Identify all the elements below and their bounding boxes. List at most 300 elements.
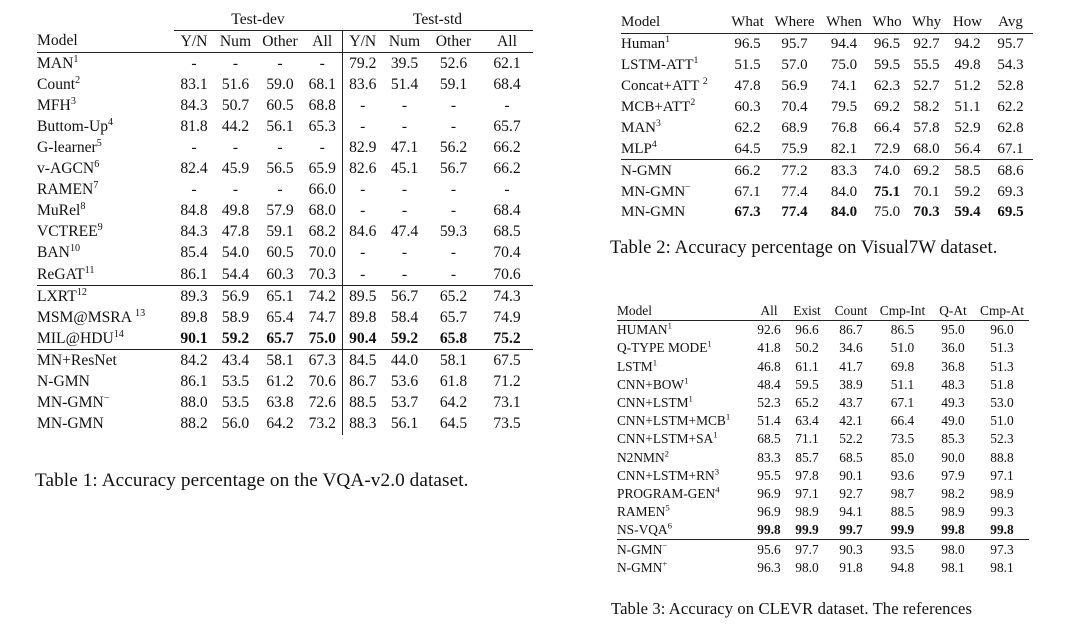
table-row	[617, 449, 1029, 467]
table-cell: 64.2	[266, 415, 294, 433]
table-cell: 68.6	[997, 162, 1024, 179]
table-cell: 53.5	[221, 373, 250, 391]
table-row	[37, 243, 533, 264]
table-cell: 72.6	[308, 394, 336, 412]
table-cell: 51.2	[954, 78, 981, 95]
table-row	[621, 55, 1033, 76]
table-row	[37, 137, 533, 158]
table-cell: 51.0	[990, 413, 1014, 429]
table-cell: 52.3	[990, 431, 1014, 447]
table-cell: 56.7	[439, 160, 468, 178]
table-cell: 43.7	[839, 395, 863, 411]
reference-superscript: 14	[113, 328, 124, 340]
table-row	[617, 412, 1029, 430]
table-2-header-row	[621, 12, 1033, 33]
table-cell: 34.6	[839, 340, 863, 356]
model-name	[617, 376, 752, 394]
table-cell: 90.4	[342, 328, 383, 350]
table-cell: 85.7	[795, 449, 819, 465]
table-cell: 52.7	[913, 78, 940, 95]
table-cell: 58.9	[221, 308, 250, 326]
model-label: Count	[37, 75, 76, 93]
column-header: Count	[834, 303, 868, 319]
model-label: Human	[621, 36, 666, 53]
table-cell: 98.9	[941, 504, 965, 520]
table-cell: 36.0	[941, 340, 965, 356]
table-cell: 95.0	[941, 322, 965, 338]
table-row	[37, 307, 533, 328]
table-row	[617, 430, 1029, 448]
table-cell: 60.5	[266, 244, 294, 262]
model-label: MN-GMN	[37, 394, 104, 412]
table-cell: -	[504, 181, 510, 199]
model-name	[37, 53, 174, 75]
model-label: MLP	[621, 140, 652, 157]
model-name	[37, 414, 174, 435]
model-label: MAN	[621, 119, 657, 136]
reference-superscript: 11	[84, 264, 95, 276]
table-cell: 84.3	[180, 96, 208, 114]
table-cell: 65.7	[493, 117, 521, 135]
reference-superscript: −	[685, 181, 691, 193]
column-header: How	[952, 14, 983, 31]
table-row	[37, 95, 533, 116]
model-name	[617, 485, 752, 503]
table-row	[617, 467, 1029, 485]
table-cell: 98.2	[941, 485, 965, 501]
table-cell: 84.0	[830, 183, 858, 200]
table-cell: 52.2	[839, 431, 863, 447]
table-cell: 79.2	[342, 53, 383, 75]
table-cell: 65.1	[266, 287, 294, 305]
table-row	[617, 485, 1029, 503]
model-label: G-learner	[37, 139, 97, 157]
table-row	[621, 181, 1033, 202]
table-cell: 75.1	[873, 183, 901, 200]
table-cell: 44.0	[390, 351, 419, 369]
table-cell: 96.5	[873, 36, 901, 53]
table-cell: 97.9	[941, 467, 965, 483]
table-row	[37, 328, 533, 350]
table-cell: 74.1	[830, 78, 858, 95]
model-label: v-AGCN	[37, 160, 95, 178]
model-label: MN+ResNet	[37, 351, 117, 369]
reference-superscript: 4	[651, 138, 657, 150]
table-cell: 96.6	[795, 322, 819, 338]
table-cell: -	[277, 54, 283, 72]
table-cell: 97.7	[795, 541, 819, 557]
table-1-group-header-row	[37, 9, 533, 31]
table-cell: 90.0	[941, 449, 965, 465]
model-name	[621, 76, 726, 97]
table-cell: 47.8	[221, 223, 250, 241]
table-cell: 86.1	[180, 373, 208, 391]
table-cell: 51.5	[734, 57, 761, 74]
model-label: MFH	[37, 96, 71, 114]
table-cell: 56.9	[221, 287, 250, 305]
table-cell: -	[232, 139, 239, 157]
model-label: BAN	[37, 244, 70, 262]
table-row	[621, 138, 1033, 159]
reference-superscript: −	[662, 540, 668, 551]
table-cell: 98.1	[990, 559, 1014, 575]
table-cell: 65.2	[795, 395, 819, 411]
table-cell: 68.5	[757, 431, 781, 447]
table-cell: 89.3	[180, 287, 208, 305]
column-header: Y/N	[342, 31, 383, 53]
table-cell: -	[401, 202, 408, 220]
table-cell: 73.5	[493, 415, 521, 433]
table-cell: 64.2	[439, 394, 468, 412]
table-cell: 66.4	[873, 119, 901, 136]
table-cell: 68.2	[308, 223, 336, 241]
reference-superscript: 3	[70, 95, 76, 107]
table-cell: 90.1	[839, 467, 863, 483]
table-cell: 96.3	[757, 559, 781, 575]
table-3-caption: Table 3: Accuracy on CLEVR dataset. The references	[611, 599, 973, 618]
table-cell: 74.9	[493, 308, 521, 326]
model-name	[37, 264, 174, 286]
reference-superscript: 1	[725, 411, 731, 422]
table-cell: -	[342, 243, 383, 264]
table-cell: 49.0	[941, 413, 965, 429]
table-cell: -	[342, 116, 383, 137]
reference-superscript: 7	[93, 180, 99, 192]
table-cell: 68.4	[493, 202, 521, 220]
model-label: MN-GMN	[621, 183, 686, 200]
model-name	[621, 117, 726, 138]
table-row	[37, 116, 533, 137]
table-cell: 59.1	[266, 223, 294, 241]
reference-superscript: 10	[69, 243, 81, 255]
table-cell: 85.4	[180, 244, 208, 262]
table-cell: 61.2	[266, 373, 294, 391]
reference-superscript: 1	[713, 429, 718, 440]
table-cell: 58.1	[266, 351, 294, 369]
model-label: MAN	[37, 54, 74, 72]
column-header: All	[497, 32, 517, 50]
reference-superscript: 3	[714, 466, 720, 477]
model-label: N2NMN	[617, 449, 665, 465]
table-cell: 59.3	[439, 223, 468, 241]
table-cell: 53.0	[990, 395, 1014, 411]
model-name	[37, 243, 174, 264]
table-cell: 82.1	[830, 140, 858, 157]
table-cell: 96.0	[990, 322, 1014, 338]
table-cell: 60.5	[266, 96, 294, 114]
column-header: Avg	[998, 14, 1023, 31]
model-label: LXRT	[37, 287, 77, 305]
reference-superscript: 1	[688, 393, 693, 404]
table-cell: 54.0	[221, 244, 250, 262]
table-cell: 86.7	[342, 372, 383, 393]
table-cell: 54.4	[221, 265, 250, 283]
table-row	[37, 222, 533, 243]
table-cell: 69.2	[913, 162, 940, 179]
table-cell: 59.2	[954, 183, 981, 200]
table-cell: 42.1	[839, 413, 863, 429]
table-cell: 75.9	[781, 140, 808, 157]
table-cell: 67.1	[890, 395, 915, 411]
table-cell: 82.4	[180, 160, 208, 178]
table-cell: 86.1	[180, 265, 208, 283]
table-cell: 99.8	[990, 522, 1014, 538]
table-cell: 65.7	[439, 308, 468, 326]
model-label: HUMAN	[617, 322, 668, 338]
model-name	[37, 95, 174, 116]
reference-superscript: 6	[94, 158, 100, 170]
table-cell: 62.8	[997, 119, 1024, 136]
table-cell: 52.6	[439, 54, 468, 72]
table-row	[37, 414, 533, 435]
table-cell: 97.1	[795, 485, 819, 501]
model-label: CNN+LSTM+MCB	[617, 413, 726, 429]
column-header: Num	[219, 32, 252, 50]
table-cell: 65.2	[439, 287, 468, 305]
table-cell: 49.8	[954, 57, 981, 74]
table-cell: 57.9	[266, 202, 294, 220]
table-cell: 68.5	[493, 223, 521, 241]
table-row	[37, 53, 533, 75]
table-cell: 59.5	[795, 376, 819, 392]
table-cell: 82.6	[342, 159, 383, 180]
table-cell: 88.2	[180, 415, 208, 433]
table-cell: 51.1	[890, 376, 915, 392]
table-cell: 51.0	[890, 340, 915, 356]
reference-superscript: 5	[96, 137, 102, 149]
table-cell: 95.5	[757, 467, 781, 483]
reference-superscript: −	[103, 392, 110, 404]
table-cell: 94.2	[954, 36, 981, 53]
table-cell: 95.6	[757, 541, 781, 557]
table-cell: 57.0	[781, 57, 808, 74]
table-cell: 39.5	[390, 54, 419, 72]
table-row	[617, 394, 1029, 412]
model-label: MN-GMN	[621, 204, 686, 221]
table-cell: 79.5	[830, 99, 858, 115]
table-cell: 69.5	[997, 204, 1024, 221]
reference-superscript: 2	[75, 74, 81, 86]
model-label: VCTREE	[37, 223, 98, 241]
table-cell: 41.7	[839, 358, 863, 374]
table-row	[37, 264, 533, 286]
table-cell: 98.9	[990, 485, 1014, 501]
table-cell: 85.0	[890, 449, 915, 465]
table-cell: 52.9	[954, 119, 981, 136]
table-cell: 51.4	[757, 413, 781, 429]
table-cell: 86.7	[839, 322, 863, 338]
table-cell: 52.8	[997, 78, 1024, 95]
table-cell: 44.2	[221, 117, 250, 135]
table-cell: 67.3	[308, 351, 336, 369]
table-cell: 88.5	[342, 393, 383, 414]
model-name	[37, 137, 174, 158]
table-cell: 48.4	[757, 376, 781, 392]
table-cell: 48.3	[941, 376, 965, 392]
table-cell: 75.0	[873, 204, 901, 221]
column-header: Why	[911, 14, 942, 31]
table-cell: 51.3	[990, 358, 1014, 374]
reference-superscript: +	[662, 558, 668, 569]
table-cell: 51.6	[221, 75, 250, 93]
model-name	[617, 503, 752, 521]
table-cell: 50.2	[795, 340, 819, 356]
model-label: MSM@MSRA	[37, 308, 136, 326]
table-cell: 56.1	[390, 415, 419, 433]
table-cell: 47.1	[390, 139, 419, 157]
group-header-test-std: Test-std	[342, 9, 533, 31]
table-cell: 68.5	[839, 449, 863, 465]
column-header: When	[826, 14, 862, 31]
table-cell: 70.0	[308, 244, 336, 262]
table-cell: 49.3	[941, 395, 965, 411]
table-cell: 70.6	[308, 373, 336, 391]
table-cell: 96.9	[757, 485, 781, 501]
table-cell: 90.3	[839, 541, 863, 557]
table-cell: -	[342, 264, 383, 286]
table-row	[621, 117, 1033, 138]
reference-superscript: 12	[76, 286, 87, 298]
table-cell: 58.1	[439, 351, 468, 369]
table-cell: 64.5	[439, 415, 468, 433]
model-name	[617, 540, 752, 559]
table-cell: 62.2	[734, 119, 761, 136]
model-label: N-GMN	[621, 162, 672, 179]
table-cell: 88.3	[342, 414, 383, 435]
table-cell: 64.5	[734, 140, 761, 157]
model-label: PROGRAM-GEN	[617, 485, 716, 501]
table-row	[617, 503, 1029, 521]
table-cell: -	[401, 265, 408, 283]
table-cell: -	[401, 96, 408, 114]
model-label: CNN+BOW	[617, 376, 685, 392]
table-cell: 56.7	[390, 287, 419, 305]
model-label: CNN+LSTM+RN	[617, 467, 715, 483]
table-cell: 75.0	[830, 57, 858, 74]
table-cell: -	[450, 202, 457, 220]
column-header: Where	[774, 14, 815, 31]
table-cell: -	[232, 181, 239, 199]
table-cell: 70.1	[913, 183, 940, 200]
table-cell: 68.1	[308, 75, 336, 93]
table-cell: 63.4	[795, 413, 819, 429]
table-cell: 59.4	[954, 204, 981, 221]
table-cell: 74.2	[308, 287, 336, 305]
column-header: Num	[388, 32, 421, 50]
model-label: MCB+ATT	[621, 99, 691, 115]
column-header: Model	[617, 303, 652, 319]
model-label: RAMEN	[37, 181, 94, 199]
table-cell: 99.3	[990, 504, 1014, 520]
table-cell: 51.4	[390, 75, 419, 93]
table-row	[617, 339, 1029, 357]
table-row	[37, 180, 533, 201]
table-cell: 99.9	[890, 522, 915, 538]
table-cell: 97.3	[990, 541, 1014, 557]
model-label: RAMEN	[617, 504, 666, 520]
table-cell: 65.7	[266, 329, 294, 347]
model-name	[621, 138, 726, 159]
reference-superscript: 13	[135, 307, 146, 319]
table-cell: 70.3	[913, 204, 940, 221]
table-cell: 70.3	[308, 265, 336, 283]
table-cell: 93.5	[890, 541, 915, 557]
table-cell: 84.0	[830, 204, 858, 221]
table-row	[37, 201, 533, 222]
table-cell: 67.1	[734, 183, 761, 200]
table-cell: 95.7	[781, 36, 808, 53]
column-header: What	[731, 14, 764, 31]
model-label: NS-VQA	[617, 522, 668, 538]
table-cell: 51.1	[954, 99, 981, 115]
model-name	[37, 159, 174, 180]
table-cell: 77.2	[781, 162, 808, 179]
model-label: N-GMN	[617, 541, 663, 557]
table-cell: 62.3	[873, 78, 901, 95]
model-label: LSTM	[617, 358, 653, 374]
table-cell: 99.8	[757, 522, 781, 538]
table-cell: 67.3	[734, 204, 761, 221]
table-cell: -	[319, 139, 325, 157]
model-name	[621, 202, 726, 223]
reference-superscript: 1	[73, 53, 79, 65]
table-cell: 94.1	[839, 504, 863, 520]
table-cell: 59.2	[221, 329, 250, 347]
table-cell: 71.2	[493, 373, 521, 391]
table-cell: 75.2	[493, 329, 521, 347]
column-header: All	[760, 303, 778, 319]
table-cell: 66.0	[308, 181, 336, 199]
model-name	[37, 74, 174, 95]
table-1-caption: Table 1: Accuracy percentage on the VQA-v2.0 dataset.	[35, 470, 469, 491]
reference-superscript: 5	[665, 502, 670, 513]
model-label: CNN+LSTM	[617, 395, 689, 411]
table-cell: 56.9	[781, 78, 808, 95]
table-cell: 65.9	[308, 160, 336, 178]
column-header: Y/N	[180, 32, 208, 50]
table-cell: 69.3	[997, 183, 1024, 200]
reference-superscript: 1	[693, 55, 699, 67]
table-cell: 67.5	[493, 351, 521, 369]
reference-superscript: 8	[80, 201, 86, 213]
model-label: MuRel	[37, 202, 81, 220]
table-cell: -	[342, 180, 383, 201]
model-name	[37, 350, 174, 372]
model-name	[37, 307, 174, 328]
reference-superscript: 1	[665, 34, 671, 46]
table-cell: 97.1	[990, 467, 1014, 483]
table-cell: 99.8	[941, 522, 965, 538]
table-cell: 53.5	[221, 394, 250, 412]
reference-superscript: 2	[690, 97, 696, 108]
table-cell: 88.0	[180, 394, 208, 412]
table-cell: 45.1	[390, 160, 419, 178]
table-cell: 36.8	[941, 358, 965, 374]
model-label: Q-TYPE MODE	[617, 340, 708, 356]
table-cell: 51.3	[990, 340, 1014, 356]
table-cell: 60.3	[734, 99, 761, 115]
table-cell: 70.6	[493, 265, 521, 283]
table-cell: 54.3	[997, 57, 1024, 74]
model-name	[37, 116, 174, 137]
table-cell: 98.0	[941, 541, 965, 557]
table-cell: 56.2	[439, 139, 468, 157]
model-name	[617, 394, 752, 412]
reference-superscript: 4	[108, 116, 114, 128]
table-2-caption: Table 2: Accuracy percentage on Visual7W dataset.	[610, 237, 998, 258]
table-row	[617, 321, 1029, 340]
table-row	[37, 350, 533, 372]
